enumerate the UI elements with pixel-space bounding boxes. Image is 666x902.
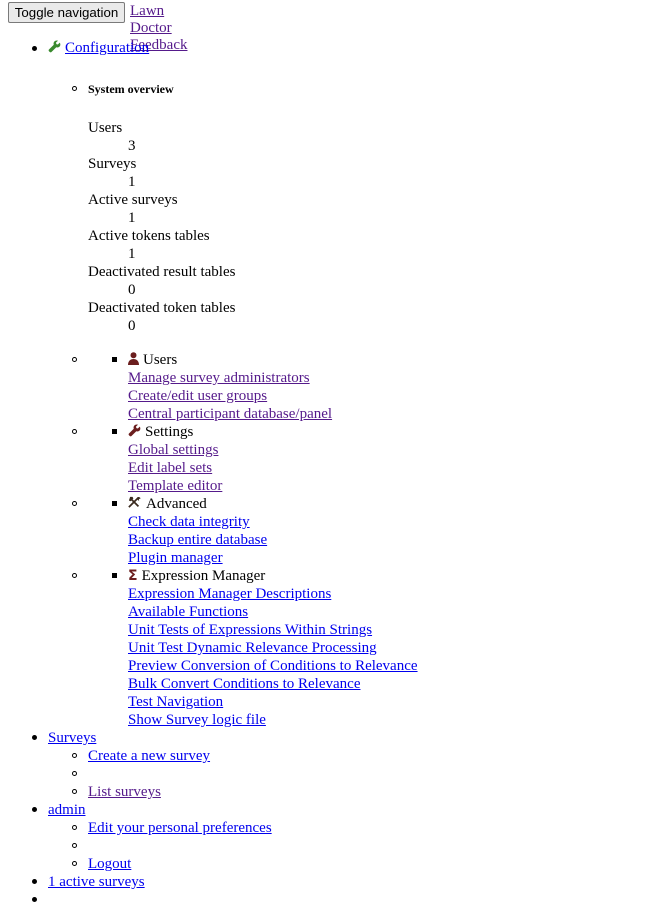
bullet	[112, 573, 117, 578]
available-functions-link[interactable]: Available Functions	[128, 604, 249, 620]
admin-link[interactable]: admin	[48, 802, 86, 818]
bullet	[32, 879, 37, 884]
active-tokens-value: 1	[128, 246, 136, 262]
bullet	[32, 735, 37, 740]
users-count-value: 3	[128, 138, 136, 154]
surveys-link[interactable]: Surveys	[48, 730, 97, 746]
active-surveys-label: Active surveys	[88, 192, 178, 208]
configuration-link[interactable]	[48, 39, 149, 57]
check-data-integrity-link[interactable]: Check data integrity	[128, 514, 250, 530]
unit-test-dynamic-relevance-link[interactable]: Unit Test Dynamic Relevance Processing	[128, 640, 377, 656]
edit-personal-preferences-link[interactable]: Edit your personal preferences	[88, 820, 272, 836]
active-tokens-label: Active tokens tables	[88, 228, 210, 244]
deactivated-tokens-value: 0	[128, 318, 136, 334]
surveys-count-value: 1	[128, 174, 136, 190]
create-edit-user-groups-link[interactable]: Create/edit user groups	[128, 388, 268, 404]
bullet	[72, 573, 77, 578]
user-icon	[128, 352, 139, 365]
tools-icon	[128, 496, 142, 509]
surveys-count-label: Surveys	[88, 156, 137, 172]
users-group-header	[128, 351, 177, 369]
bullet	[72, 825, 77, 830]
wrench-icon	[128, 424, 141, 437]
brand-link[interactable]: Lawn Doctor Feedback	[130, 3, 188, 53]
bullet	[72, 501, 77, 506]
bullet	[112, 501, 117, 506]
sigma-icon: Σ	[128, 568, 138, 584]
bullet	[72, 86, 77, 91]
plugin-manager-link[interactable]: Plugin manager	[128, 550, 223, 566]
bullet	[112, 429, 117, 434]
settings-group-header	[128, 423, 193, 441]
show-survey-logic-file-link[interactable]: Show Survey logic file	[128, 712, 266, 728]
toggle-navigation-button[interactable]: Toggle navigation	[8, 2, 125, 23]
deactivated-results-value: 0	[128, 282, 136, 298]
bullet	[72, 789, 77, 794]
bullet	[72, 861, 77, 866]
deactivated-tokens-label: Deactivated token tables	[88, 300, 236, 316]
advanced-group-label: Advanced	[146, 496, 207, 512]
preview-conversion-conditions-link[interactable]: Preview Conversion of Conditions to Relevance	[128, 658, 418, 674]
template-editor-link[interactable]: Template editor	[128, 478, 223, 494]
bulk-convert-conditions-link[interactable]: Bulk Convert Conditions to Relevance	[128, 676, 361, 692]
expression-manager-group-header	[128, 567, 265, 585]
global-settings-link[interactable]: Global settings	[128, 442, 219, 458]
configuration-label: Configuration	[65, 40, 150, 56]
bullet	[32, 46, 37, 51]
divider-bullet	[72, 771, 77, 776]
wrench-icon	[48, 40, 61, 53]
settings-group-label: Settings	[145, 424, 194, 440]
divider-bullet	[72, 843, 77, 848]
unit-tests-expressions-link[interactable]: Unit Tests of Expressions Within Strings	[128, 622, 373, 638]
expression-manager-descriptions-link[interactable]: Expression Manager Descriptions	[128, 586, 332, 602]
manage-survey-administrators-link[interactable]: Manage survey administrators	[128, 370, 310, 386]
central-participant-database-link[interactable]: Central participant database/panel	[128, 406, 333, 422]
logout-link[interactable]: Logout	[88, 856, 132, 872]
create-new-survey-link[interactable]: Create a new survey	[88, 748, 211, 764]
bullet	[32, 807, 37, 812]
deactivated-results-label: Deactivated result tables	[88, 264, 236, 280]
users-group-label: Users	[143, 352, 178, 368]
expression-manager-group-label: Expression Manager	[141, 568, 266, 584]
edit-label-sets-link[interactable]: Edit label sets	[128, 460, 213, 476]
system-overview-title: System overview	[88, 82, 174, 96]
test-navigation-link[interactable]: Test Navigation	[128, 694, 224, 710]
bullet	[72, 429, 77, 434]
list-surveys-link[interactable]: List surveys	[88, 784, 161, 800]
active-surveys-link[interactable]: 1 active surveys	[48, 874, 145, 890]
advanced-group-header	[128, 495, 207, 513]
active-surveys-value: 1	[128, 210, 136, 226]
users-count-label: Users	[88, 120, 123, 136]
backup-entire-database-link[interactable]: Backup entire database	[128, 532, 268, 548]
bullet	[72, 357, 77, 362]
bullet	[72, 753, 77, 758]
bullet	[112, 357, 117, 362]
